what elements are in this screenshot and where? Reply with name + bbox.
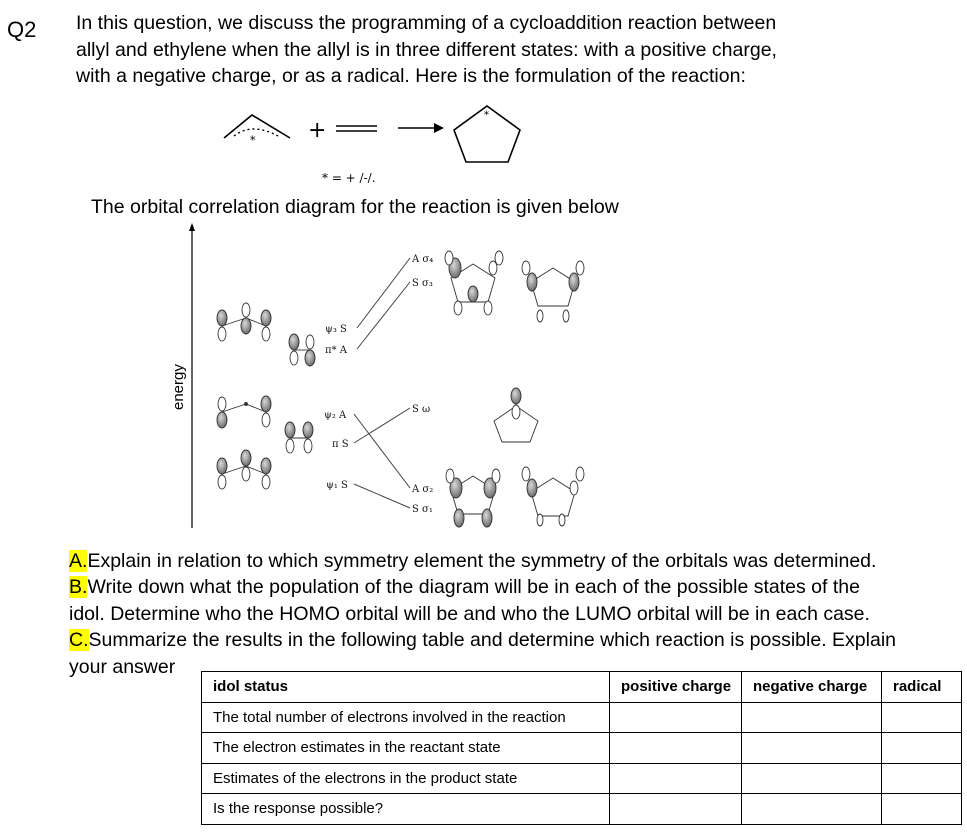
row-label: The total number of electrons involved in the reaction bbox=[202, 702, 610, 733]
part-a-marker: A. bbox=[69, 550, 88, 572]
product-omega-orbital bbox=[494, 388, 538, 442]
cell-radical[interactable] bbox=[882, 733, 962, 764]
allyl-psi3-orbital bbox=[217, 303, 271, 341]
part-b-line-2: idol. Determine who the HOMO orbital will be and who the LUMO orbital will be in each case. bbox=[69, 602, 870, 625]
intro-line-1: In this question, we discuss the programming of a cycloaddition reaction between bbox=[76, 12, 777, 34]
product-star: * bbox=[484, 110, 489, 121]
question-number: Q2 bbox=[7, 17, 37, 42]
ethylene-pistar-orbital bbox=[289, 334, 315, 366]
label-psi1: ψ₁ S bbox=[326, 480, 348, 491]
label-sigma3: S σ₃ bbox=[412, 278, 433, 289]
cell-negative[interactable] bbox=[742, 733, 882, 764]
cell-radical[interactable] bbox=[882, 794, 962, 825]
header-radical: radical bbox=[882, 672, 962, 703]
header-idol-status: idol status bbox=[202, 672, 610, 703]
part-a-text: Explain in relation to which symmetry element the symmetry of the orbitals was determined. bbox=[87, 550, 877, 572]
allyl-structure bbox=[224, 115, 290, 138]
diagram-title: The orbital correlation diagram for the reaction is given below bbox=[91, 196, 619, 218]
part-b bbox=[69, 574, 959, 600]
label-sigma4: A σ₄ bbox=[412, 254, 434, 265]
part-c-marker: C. bbox=[69, 629, 89, 652]
orbital-correlation-diagram bbox=[160, 220, 600, 532]
row-label: Is the response possible? bbox=[202, 794, 610, 825]
header-negative-charge: negative charge bbox=[742, 672, 882, 703]
cell-negative[interactable] bbox=[742, 702, 882, 733]
plus-sign: + bbox=[308, 118, 327, 143]
part-b-text-1: Write down what the population of the diagram will be in each of the possible states of the bbox=[87, 576, 860, 599]
label-pi: π S bbox=[332, 439, 349, 450]
table-row bbox=[202, 794, 962, 825]
table-row bbox=[202, 763, 962, 794]
results-table bbox=[201, 671, 962, 825]
allyl-star: * bbox=[250, 134, 256, 147]
cell-positive[interactable] bbox=[610, 702, 742, 733]
part-c-text: Summarize the results in the following table and determine which reaction is possible. Explain bbox=[88, 629, 896, 652]
label-sigma2: A σ₂ bbox=[412, 484, 434, 495]
row-label: Estimates of the electrons in the product state bbox=[202, 763, 610, 794]
ethylene-pi-orbital bbox=[285, 422, 313, 453]
part-c-line-2: your answer bbox=[69, 655, 176, 678]
reaction-arrow bbox=[398, 123, 444, 133]
label-pistar: π* A bbox=[325, 345, 347, 356]
cell-radical[interactable] bbox=[882, 702, 962, 733]
cell-negative[interactable] bbox=[742, 794, 882, 825]
label-psi3: ψ₃ S bbox=[325, 324, 347, 335]
cell-negative[interactable] bbox=[742, 763, 882, 794]
charge-note: * = + /-/. bbox=[322, 171, 376, 185]
part-c bbox=[69, 627, 959, 653]
ethylene-structure bbox=[336, 126, 377, 131]
table-header-row bbox=[202, 672, 962, 703]
part-b-marker: B. bbox=[69, 576, 88, 599]
row-label: The electron estimates in the reactant state bbox=[202, 733, 610, 764]
cell-positive[interactable] bbox=[610, 763, 742, 794]
cell-positive[interactable] bbox=[610, 733, 742, 764]
part-a bbox=[69, 548, 959, 574]
label-omega: S ω bbox=[412, 404, 431, 415]
table-row bbox=[202, 702, 962, 733]
allyl-psi2-orbital bbox=[217, 396, 271, 428]
question-parts bbox=[69, 548, 959, 680]
cell-positive[interactable] bbox=[610, 794, 742, 825]
energy-axis-label: energy bbox=[170, 364, 187, 410]
header-positive-charge: positive charge bbox=[610, 672, 742, 703]
table-row bbox=[202, 733, 962, 764]
label-sigma1: S σ₁ bbox=[412, 504, 433, 515]
question-intro bbox=[76, 10, 936, 90]
correlation-lines bbox=[354, 258, 410, 508]
product-sigma-lower-orbitals bbox=[446, 467, 584, 527]
cell-radical[interactable] bbox=[882, 763, 962, 794]
intro-line-3: with a negative charge, or as a radical. Here is the formulation of the reaction: bbox=[76, 65, 746, 87]
energy-axis-arrow bbox=[189, 223, 195, 231]
product-sigma-upper-orbitals bbox=[445, 251, 584, 322]
allyl-psi1-orbital bbox=[217, 450, 271, 489]
label-psi2: ψ₂ A bbox=[324, 410, 347, 421]
intro-line-2: allyl and ethylene when the allyl is in three different states: with a positive charge, bbox=[76, 38, 777, 61]
